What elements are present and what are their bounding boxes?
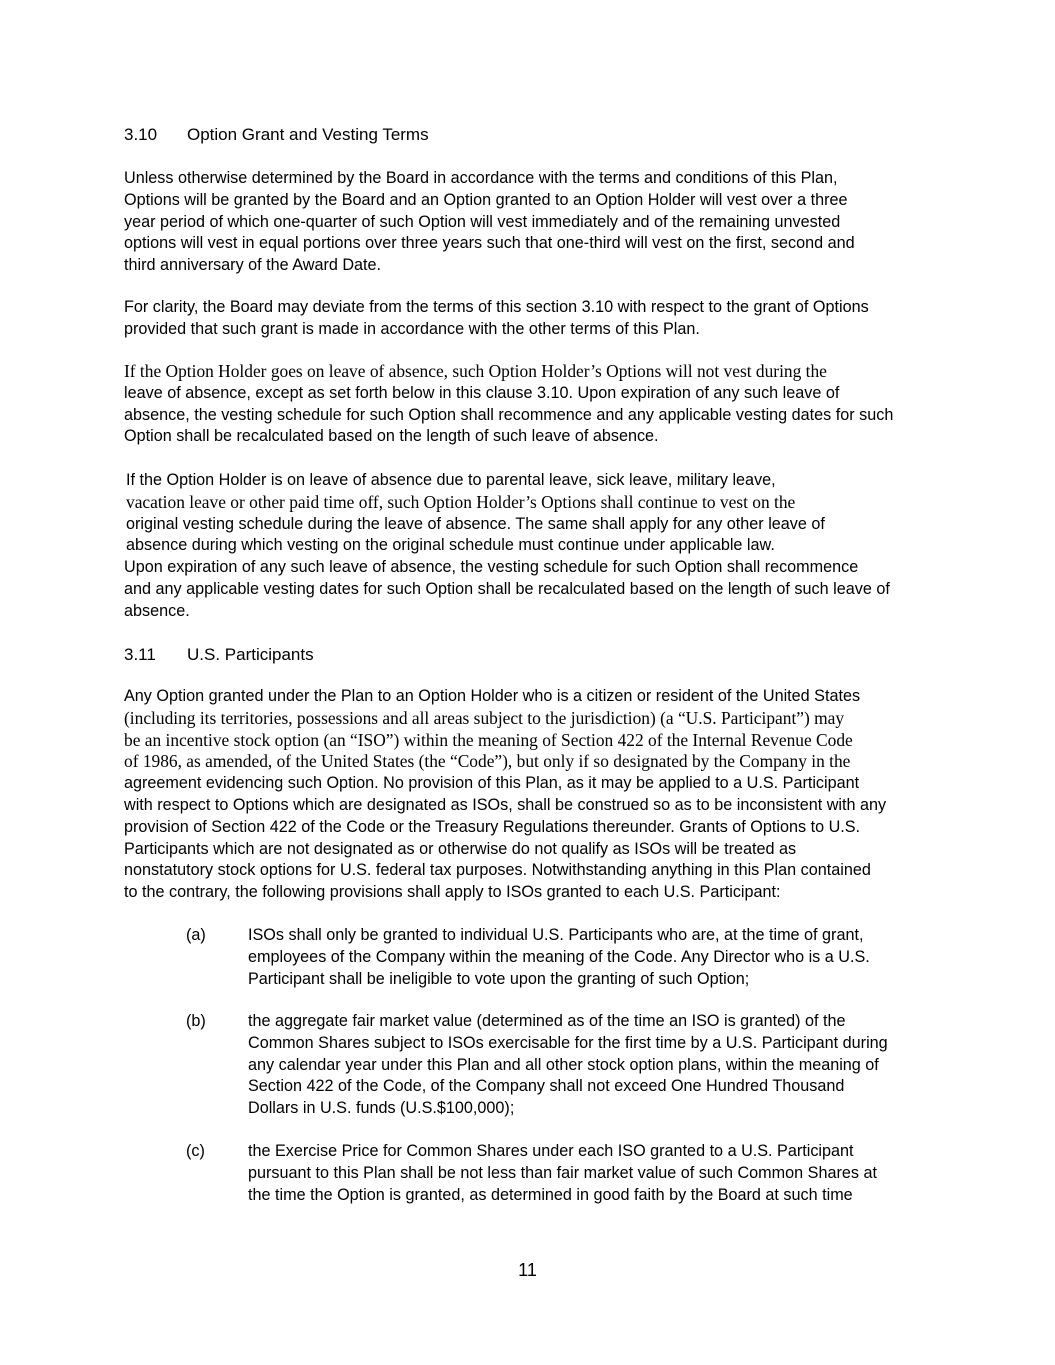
text-line: the Exercise Price for Common Shares under each ISO granted to a U.S. Participant xyxy=(248,1142,854,1160)
text-line: be an incentive stock option (an “ISO”) within the meaning of Section 422 of the Internal Revenue Code xyxy=(124,729,853,750)
text-line: the time the Option is granted, as determined in good faith by the Board at such time xyxy=(248,1185,853,1204)
text-line: If the Option Holder goes on leave of absence, such Option Holder’s Options will not vest during the xyxy=(124,361,827,381)
text-line: year period of which one-quarter of such Option will vest immediately and of the remaining unvested xyxy=(124,212,841,231)
text-line: Section 422 of the Code, of the Company shall not exceed One Hundred Thousand xyxy=(248,1077,845,1096)
section-number: 3.11 xyxy=(124,645,156,664)
text-line: of 1986, as amended, of the United States (the “Code”), but only if so designated by the Company in the xyxy=(124,751,851,772)
text-line: Participants which are not designated as or otherwise do not qualify as ISOs will be treated as xyxy=(124,839,797,858)
text-line: with respect to Options which are designated as ISOs, shall be construed so as to be inconsistent with any xyxy=(124,795,887,814)
text-line: Participant shall be ineligible to vote upon the granting of such Option; xyxy=(248,969,750,988)
text-line: leave of absence, except as set forth below in this clause 3.10. Upon expiration of any such leave of xyxy=(124,383,840,402)
text-line: ISOs shall only be granted to individual U.S. Participants who are, at the time of grant, xyxy=(248,926,864,944)
paragraph-leave-expiration xyxy=(124,557,936,622)
text-line: Option shall be recalculated based on the length of such leave of absence. xyxy=(124,427,659,446)
paragraph-leave-of-absence xyxy=(124,361,936,448)
text-line: Common Shares subject to ISOs exercisable for the first time by a U.S. Participant during xyxy=(248,1033,888,1052)
text-line: any calendar year under this Plan and all other stock option plans, within the meaning of xyxy=(248,1055,879,1074)
text-line: options will vest in equal portions over three years such that one-third will vest on the first, second and xyxy=(124,234,855,253)
text-line: absence, the vesting schedule for such Option shall recommence and any applicable vesting dates for such xyxy=(124,405,894,424)
text-line: Unless otherwise determined by the Board in accordance with the terms and conditions of this Plan, xyxy=(124,169,838,187)
text-line: Dollars in U.S. funds (U.S.$100,000); xyxy=(248,1099,515,1118)
text-line: third anniversary of the Award Date. xyxy=(124,256,382,275)
text-line: the aggregate fair market value (determined as of the time an ISO is granted) of the xyxy=(248,1012,846,1030)
text-line: For clarity, the Board may deviate from the terms of this section 3.10 with respect to the grant of Options xyxy=(124,298,869,316)
text-line: and any applicable vesting dates for such Option shall be recalculated based on the length of such leave of xyxy=(124,579,890,598)
list-item-label: (c) xyxy=(186,1142,205,1160)
list-item-label: (a) xyxy=(186,926,206,944)
text-line: to the contrary, the following provisions shall apply to ISOs granted to each U.S. Participant: xyxy=(124,883,781,902)
list-item-label: (b) xyxy=(186,1012,206,1030)
text-line: Upon expiration of any such leave of absence, the vesting schedule for such Option shall recommence xyxy=(124,558,859,576)
text-line: agreement evidencing such Option. No provision of this Plan, as it may be applied to a U.S. Participant xyxy=(124,774,860,793)
text-line: Options will be granted by the Board and an Option granted to an Option Holder will vest over a three xyxy=(124,190,848,209)
text-line: provision of Section 422 of the Code or the Treasury Regulations thereunder. Grants of Options to U.S. xyxy=(124,817,861,836)
text-line: pursuant to this Plan shall be not less than fair market value of such Common Shares at xyxy=(248,1163,877,1182)
text-line: Any Option granted under the Plan to an Option Holder who is a citizen or resident of the United States xyxy=(124,687,861,705)
section-heading-3-10 xyxy=(124,124,429,146)
page-number: 11 xyxy=(518,1260,537,1280)
paragraph-parental-leave xyxy=(126,470,938,557)
paragraph-vesting-terms xyxy=(124,168,936,277)
text-line: (including its territories, possessions and all areas subject to the jurisdiction) (a “U.S. Participant”) may xyxy=(124,707,845,728)
section-number: 3.10 xyxy=(124,125,158,144)
section-title: Option Grant and Vesting Terms xyxy=(187,125,429,144)
section-heading-3-11 xyxy=(124,644,314,666)
text-line: original vesting schedule during the leave of absence. The same shall apply for any other leave of xyxy=(126,514,825,533)
text-line: absence during which vesting on the original schedule must continue under applicable law. xyxy=(126,536,775,555)
text-line: employees of the Company within the meaning of the Code. Any Director who is a U.S. xyxy=(248,947,870,966)
text-line: provided that such grant is made in accordance with the other terms of this Plan. xyxy=(124,319,700,338)
text-line: If the Option Holder is on leave of absence due to parental leave, sick leave, military leave, xyxy=(126,471,776,489)
text-line: absence. xyxy=(124,601,190,620)
text-line: vacation leave or other paid time off, such Option Holder’s Options shall continue to vest on the xyxy=(126,491,796,512)
section-title: U.S. Participants xyxy=(187,645,314,664)
paragraph-us-participants xyxy=(124,686,936,904)
text-line: nonstatutory stock options for U.S. federal tax purposes. Notwithstanding anything in this Plan contained xyxy=(124,861,871,880)
paragraph-board-deviation xyxy=(124,297,936,341)
